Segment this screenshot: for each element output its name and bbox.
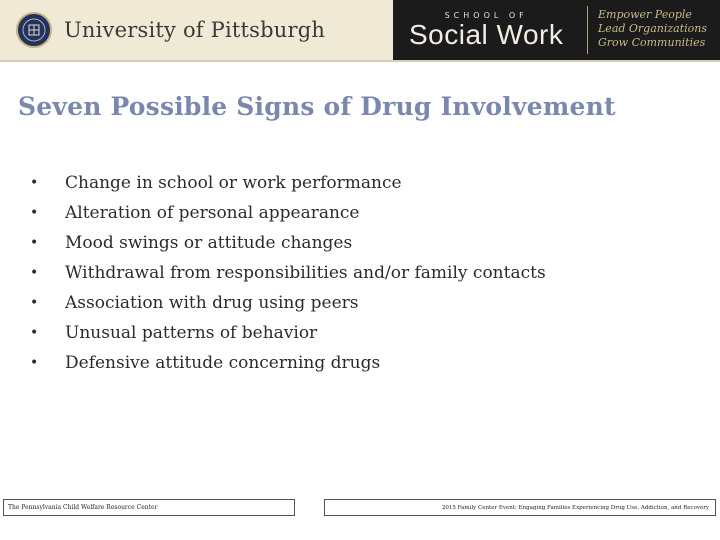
list-item [30,168,546,198]
bullet-text: Mood swings or attitude changes [65,233,353,253]
bullet-icon: • [30,325,39,341]
bullet-icon: • [30,235,39,251]
bullet-icon: • [30,295,39,311]
bullet-icon: • [30,175,39,191]
tagline-3: Grow Communities [598,36,706,49]
tagline-2: Lead Organizations [598,22,708,35]
list-item [30,198,546,228]
bullet-text: Withdrawal from responsibilities and/or family contacts [65,263,546,283]
footer-right-text: 2015 Family Center Event: Engaging Families Experiencing Drug Use, Addiction, and Recovery [441,504,709,511]
list-item [30,288,546,318]
bullet-text: Change in school or work performance [65,173,402,193]
bullet-text: Unusual patterns of behavior [65,323,318,343]
social-work-label: Social Work [409,18,564,50]
list-item [30,348,546,378]
university-seal-icon [16,12,52,48]
slide-title: Seven Possible Signs of Drug Involvement [18,92,616,121]
school-of-label: SCHOOL OF [444,10,528,20]
list-item [30,318,546,348]
school-wordmark [409,11,563,50]
bullet-icon: • [30,205,39,221]
tagline-1: Empower People [598,8,692,21]
header-rule [0,60,720,62]
footer-left-box [3,499,295,516]
footer-right-box [324,499,716,516]
university-name: University of Pittsburgh [64,18,326,42]
bullet-text: Association with drug using peers [65,293,359,313]
bullet-text: Alteration of personal appearance [65,203,360,223]
tagline-block [598,8,707,50]
header-banner [0,0,720,60]
list-item [30,228,546,258]
bullet-icon: • [30,355,39,371]
bullet-icon: • [30,265,39,281]
school-logo-area [393,0,720,60]
footer-left-text: The Pennsylvania Child Welfare Resource Center [8,504,158,511]
bullet-text: Defensive attitude concerning drugs [65,353,381,373]
list-item [30,258,546,288]
bullet-list [30,168,546,378]
header-divider [587,6,588,54]
university-logo-area [0,0,393,60]
